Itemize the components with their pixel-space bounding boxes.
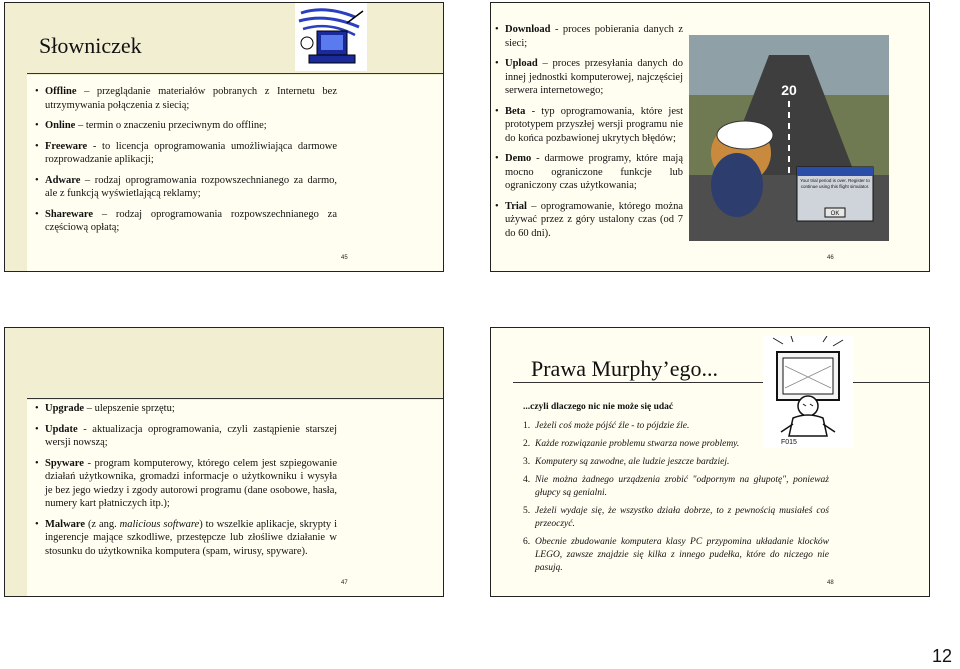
slide-47 xyxy=(4,327,444,597)
list-item: • Malware (z ang. malicious software) to wszelkie aplikacje, skrypty i ingerencje mające szkodliwe, przestępcze lub złośliwe działanie w stosunku do użytkownika komputera (spam, wirusy, spyware). xyxy=(35,518,337,559)
slide-title: Słowniczek xyxy=(39,33,142,58)
list-item: • Download - proces pobierania danych z sieci; xyxy=(495,23,683,50)
trial-dialog-text: Your trial period is over. Register to continue using this flight simulator. xyxy=(800,178,870,189)
list-item: • Spyware - program komputerowy, którego celem jest szpiegowanie działań użytkownika, gromadzi informacje o użytkowniku i wysyła je bez jego wiedzy i zgody autorowi programu (dane osobowe, hasła, numery kart płatniczych itp.); xyxy=(35,457,337,511)
sheet-page-number: 12 xyxy=(931,646,952,666)
laws-subtitle: ...czyli dlaczego nic nie może się udać xyxy=(523,402,674,412)
title-divider xyxy=(27,73,443,74)
list-item: • Adware – rodzaj oprogramowania rozpowszechnianego za darmo, ale z funkcją wyświetlającą reklamy; xyxy=(35,174,337,201)
list-item: • Beta - typ oprogramowania, które jest prototypem przyszłej wersji programu nie do końca pozbawionej ukrytych błędów; xyxy=(495,105,683,146)
glossary-list xyxy=(495,23,683,247)
cartoon-caption: F015 xyxy=(781,439,797,446)
list-item: 4. Nie można żadnego urządzenia zrobić "odpornym na głupotę", ponieważ głupcy są genialni. xyxy=(523,475,829,498)
slide-45 xyxy=(4,2,444,272)
computer-clipart-icon xyxy=(295,3,367,71)
title-divider xyxy=(513,382,929,383)
list-item: 6. Obecnie zbudowanie komputera klasy PC przypomina układanie klocków LEGO, zawsze znajdzie się kilka z innego pudełka, które do niczego nie pasują. xyxy=(523,537,829,573)
slide-band-top xyxy=(5,328,443,400)
flight-simulator-cartoon xyxy=(689,35,889,241)
murphy-laws-list xyxy=(523,420,829,580)
title-divider xyxy=(27,398,443,399)
page-number: 46 xyxy=(827,255,834,261)
list-item: 3. Komputery są zawodne, ale ludzie jeszcze bardziej. xyxy=(523,457,730,467)
list-item: 1. Jeżeli coś może pójść źle - to pójdzie źle. xyxy=(523,421,690,431)
list-item: • Freeware - to licencja oprogramowania umożliwiająca darmowe rozprowadzanie aplikacji; xyxy=(35,140,337,167)
ok-button: OK xyxy=(830,211,840,217)
list-item: • Offline – przeglądanie materiałów pobranych z Internetu bez utrzymywania połączenia z siecią; xyxy=(35,85,337,112)
list-item: • Trial – oprogramowanie, którego można używać przez z góry ustalony czas (od 7 do 60 dni). xyxy=(495,200,683,241)
page-number: 47 xyxy=(341,580,348,586)
list-item: • Demo - darmowe programy, które mają mocno ograniczone funkcje lub ograniczony czas użytkowania; xyxy=(495,152,683,193)
list-item: • Upload – proces przesyłania danych do innej jednostki komputerowej, najczęściej serwera internetowego; xyxy=(495,57,683,98)
glossary-list xyxy=(35,402,337,565)
list-item: • Shareware – rodzaj oprogramowania rozpowszechnianego za częściową opłatą; xyxy=(35,208,337,235)
slide-48 xyxy=(490,327,930,597)
list-item: 5. Jeżeli wydaje się, że wszystko działa dobrze, to z pewnością musiałeś coś przeoczyć. xyxy=(523,506,829,529)
slide-46 xyxy=(490,2,930,272)
list-item: 2. Każde rozwiązanie problemu stwarza nowe problemy. xyxy=(523,439,740,449)
slide-title: Prawa Murphy’ego... xyxy=(531,356,718,381)
list-item: • Online – termin o znaczeniu przeciwnym do offline; xyxy=(35,119,337,133)
page-number: 48 xyxy=(827,580,834,586)
list-item: • Upgrade – ulepszenie sprzętu; xyxy=(35,402,337,416)
page-number: 45 xyxy=(341,255,348,261)
glossary-list xyxy=(35,85,337,242)
list-item: • Update - aktualizacja oprogramowania, czyli zastąpienie starszej wersji nowszą; xyxy=(35,423,337,450)
runway-number: 20 xyxy=(781,82,797,98)
